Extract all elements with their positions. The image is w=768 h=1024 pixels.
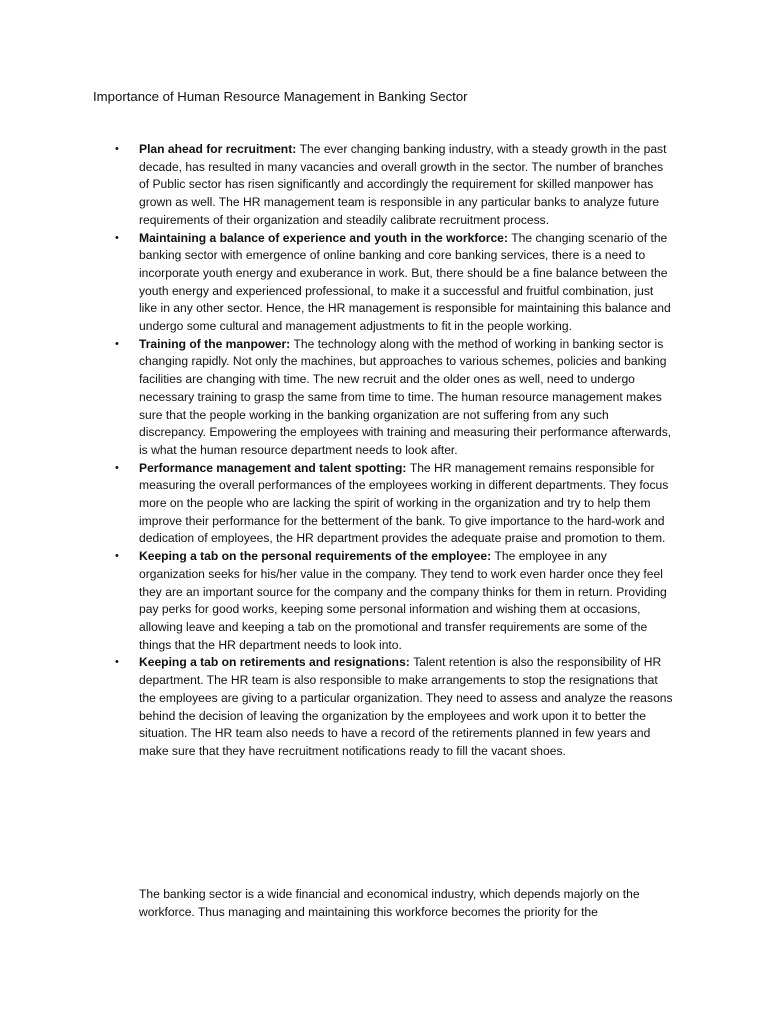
bullet-list — [115, 141, 673, 761]
list-item — [115, 460, 673, 549]
bullet-icon: • — [115, 461, 119, 474]
bullet-icon: • — [115, 550, 119, 563]
item-title: Plan ahead for recruitment: — [139, 142, 300, 156]
list-item — [115, 654, 673, 760]
bullet-icon: • — [115, 337, 119, 350]
list-item — [115, 141, 673, 230]
bullet-icon: • — [115, 143, 119, 155]
item-title: Performance management and talent spotting: — [139, 460, 410, 475]
item-text: The changing scenario of the banking sector with emergence of online banking and core banking services, there is a need to incorporate youth energy and exuberance in work. But, there should be a fine balance between the youth energy and experienced professional, to make it a successful and fruitful combination, just like in any other sector. Hence, the HR management is responsible for maintaining this balance and undergo some cultural and management adjustments to fit in the people working. — [139, 230, 671, 334]
list-item — [115, 336, 673, 460]
list-item — [115, 548, 673, 654]
item-title: Keeping a tab on the personal requirements of the employee: — [139, 549, 495, 564]
list-item — [115, 230, 673, 336]
item-text: The employee in any organization seeks for his/her value in the company. They tend to work even harder once they feel they are an important source for the company and the company thinks for them in return. Providing pay perks for good works, keeping some personal information and wishing them at occasions, allowing leave and keeping a tab on the promotional and transfer requirements are some of the things that the HR department needs to look into. — [139, 549, 667, 652]
bullet-icon: • — [115, 656, 119, 669]
item-text: The technology along with the method of working in banking sector is changing rapidly. Not only the machines, but approaches to various schemes, policies and banking facilities are changing with time. The new recruit and the older ones as well, need to undergo necessary training to grasp the same from time to time. The human resource management makes sure that the people working in the banking organization are not suffering from any such discrepancy. Empowering the employees with training and measuring their performance afterwards, is what the human resource department needs to look after. — [139, 336, 672, 457]
item-text: The ever changing banking industry, with a steady growth in the past decade, has resulted in many vacancies and overall growth in the sector. The number of branches of Public sector has risen significantly and accordingly the requirement for skilled manpower has grown as well. The HR management team is responsible in any particular banks to analyze future requirements of their organization and steadily calibrate recruitment process. — [139, 142, 667, 227]
item-text: The HR management remains responsible for measuring the overall performances of the employees working in different departments. They focus more on the people who are lacking the spirit of working in the organization and try to help them improve their performance for the betterment of the bank. To give importance to the hard-work and dedication of employees, the HR department provides the adequate praise and promotion to them. — [139, 460, 669, 546]
item-title: Keeping a tab on retirements and resignations: — [139, 655, 414, 670]
item-title: Maintaining a balance of experience and youth in the workforce: — [139, 230, 512, 245]
bullet-icon: • — [115, 231, 119, 244]
closing-paragraph: The banking sector is a wide financial and economical industry, which depends majorly on the workforce. Thus managing and maintaining this workforce becomes the priority for the — [139, 887, 640, 919]
item-text: Talent retention is also the responsibility of HR department. The HR team is also responsible to make arrangements to stop the resignations that the employees are giving to a particular organization. They need to assess and analyze the reasons behind the decision of leaving the organization by the employees and work upon it to better the situation. The HR team also needs to have a record of the retirements planned in few years and make sure that they have recruitment notifications ready to fill the vacant shoes. — [139, 655, 673, 758]
document-title: Importance of Human Resource Management in Banking Sector — [93, 89, 468, 104]
item-title: Training of the manpower: — [139, 336, 294, 351]
